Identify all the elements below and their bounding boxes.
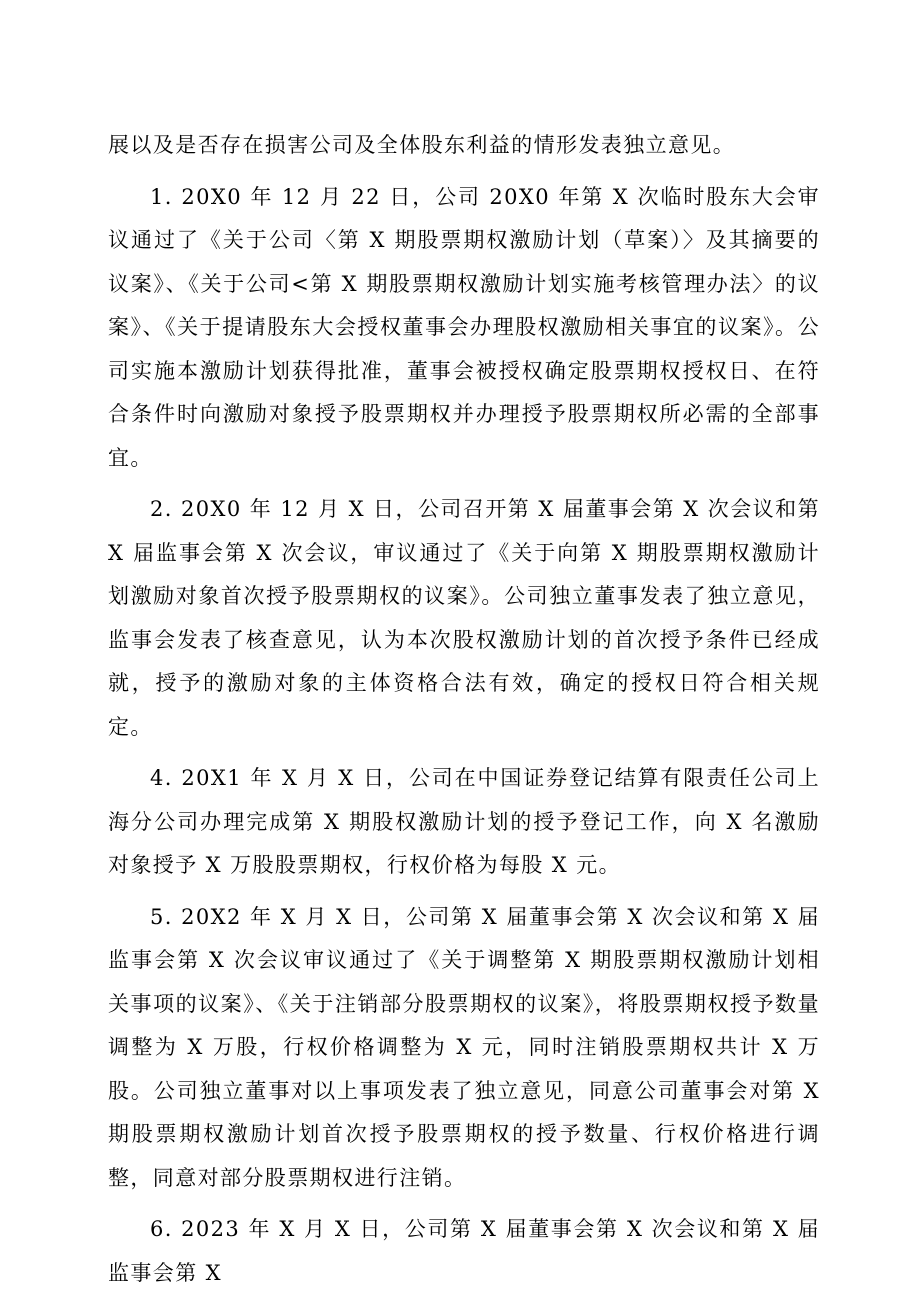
paragraph-continuation: 展以及是否存在损害公司及全体股东利益的情形发表独立意见。	[108, 133, 736, 157]
paragraph-item-1: 1. 20X0 年 12 月 22 日，公司 20X0 年第 X 次临时股东大会审议通过了《关于公司〈第 X 期股票期权激励计划（草案）〉及其摘要的议案》、《关于公司<第 X 期股票期权激励计划实施考核管理办法〉的议案》、《关于提请股东大会授权董事会办理股权激励相关事宜的议案》。公司实施本激励计划获得批准，董事会被授权确定股票期权授权日、在符合条件时向激励对象授予股票期权并办理授予股票期权所必需的全部事宜。	[108, 184, 820, 470]
paragraph-item-2: 2. 20X0 年 12 月 X 日，公司召开第 X 届董事会第 X 次会议和第 X 届监事会第 X 次会议，审议通过了《关于向第 X 期股票期权激励计划激励对象首次授予股票期权的议案》。公司独立董事发表了独立意见，监事会发表了核查意见，认为本次股权激励计划的首次授予条件已经成就，授予的激励对象的主体资格合法有效，确定的授权日符合相关规定。	[108, 497, 820, 739]
paragraph-item-5: 5. 20X2 年 X 月 X 日，公司第 X 届董事会第 X 次会议和第 X 届监事会第 X 次会议审议通过了《关于调整第 X 期股票期权激励计划相关事项的议案》、《关于注销部分股票期权的议案》，将股票期权授予数量调整为 X 万股，行权价格调整为 X 元，同时注销股票期权共计 X 万股。公司独立董事对以上事项发表了独立意见，同意公司董事会对第 X 期股票期权激励计划首次授予股票期权的授予数量、行权价格进行调整，同意对部分股票期权进行注销。	[108, 904, 820, 1190]
paragraph-item-6: 6. 2023 年 X 月 X 日，公司第 X 届董事会第 X 次会议和第 X 届监事会第 X	[108, 1217, 820, 1285]
paragraph-item-4: 4. 20X1 年 X 月 X 日，公司在中国证券登记结算有限责任公司上海分公司办理完成第 X 期股权激励计划的授予登记工作，向 X 名激励对象授予 X 万股股票期权，行权价格为每股 X 元。	[108, 766, 820, 877]
